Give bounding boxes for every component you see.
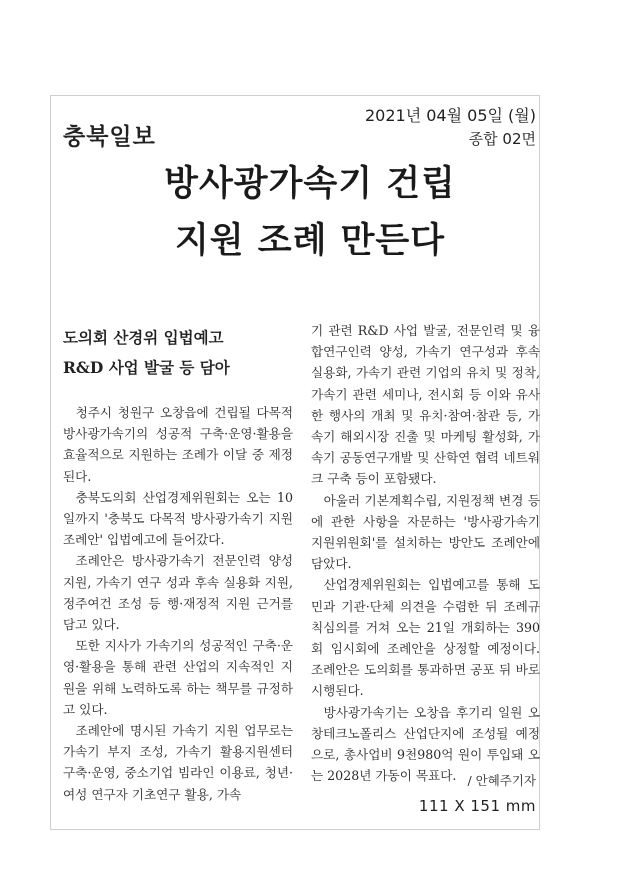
paragraph: 산업경제위원회는 입법예고를 통해 도민과 기관·단체 의견을 수렴한 뒤 조례규칙심의를 거쳐 오는 21일 개회하는 390회 임시회에 조례안을 상정할 예정이다. 조례안은 도의회를 통과하면 공포 뒤 바로 시행된다.	[311, 577, 540, 699]
headline-line-1: 방사광가속기 건립	[164, 164, 456, 204]
paragraph: 충북도의회 산업경제위원회는 오는 10일까지 '충북도 다목적 방사광가속기 지원 조례안' 입법예고에 들어갔다.	[63, 489, 293, 548]
publication-date: 2021년 04월 05일 (월)	[364, 106, 536, 125]
newspaper-name: 충북일보	[63, 124, 156, 150]
paragraph: 또한 지사가 가속기의 성공적인 구축·운영·활용을 통해 관련 산업의 지속적인 지원을 위해 노력하도록 하는 책무를 규정하고 있다.	[63, 638, 293, 717]
headline-line-2: 지원 조례 만든다	[174, 221, 446, 261]
paragraph: 청주시 청원구 오창읍에 건립될 다목적 방사광가속기의 성공적 구축·운영·활용을 효율적으로 지원하는 조례가 이달 중 제정된다.	[63, 405, 293, 484]
paragraph: 조례안에 명시된 가속기 지원 업무로는 가속기 부지 조성, 가속기 활용지원센터 구축·운영, 중소기업 빔라인 이용료, 청년·여성 연구자 기초연구 활용, 가속	[63, 723, 293, 802]
paragraph: 방사광가속기는 오창읍 후기리 일원 오창테크노폴리스 산업단지에 조성될 예정으로, 총사업비 9천980억 원이 투입돼 오는 2028년 가동이 목표다.	[311, 704, 540, 784]
clipping-size: 111 X 151 mm	[418, 797, 536, 815]
reporter-byline: / 안혜주기자	[467, 773, 536, 788]
subheadline-line-2: R&D 사업 발굴 등 담아	[63, 358, 230, 377]
paragraph: 아울러 기본계획수립, 지원정책 변경 등에 관한 사항을 자문하는 '방사광가속기 지원위원회'를 설치하는 방안도 조례안에 담았다.	[311, 492, 540, 572]
subheadline-line-1: 도의회 산경위 입법예고	[63, 328, 224, 347]
paragraph: 기 관련 R&D 사업 발굴, 전문인력 및 융합연구인력 양성, 가속기 연구성과 후속 실용화, 가속기 관련 기업의 유치 및 정착, 가속기 관련 세미나, 전시회 등 이와 유사한 행사의 개최 및 유치·참여·참관 등, 가속기 해외시장 진출 및 마케팅 활성화, 가속기 공동연구개발 및 산학연 협력 네트워크 구축 등이 포함됐다.	[311, 323, 540, 487]
paragraph: 조례안은 방사광가속기 전문인력 양성지원, 가속기 연구 성과 후속 실용화 지원, 정주여건 조성 등 행·재정적 지원 근거를 담고 있다.	[63, 553, 293, 633]
article-right-column	[311, 320, 540, 786]
page-section-label: 종합 02면	[468, 130, 536, 148]
article-left-column	[63, 402, 293, 805]
